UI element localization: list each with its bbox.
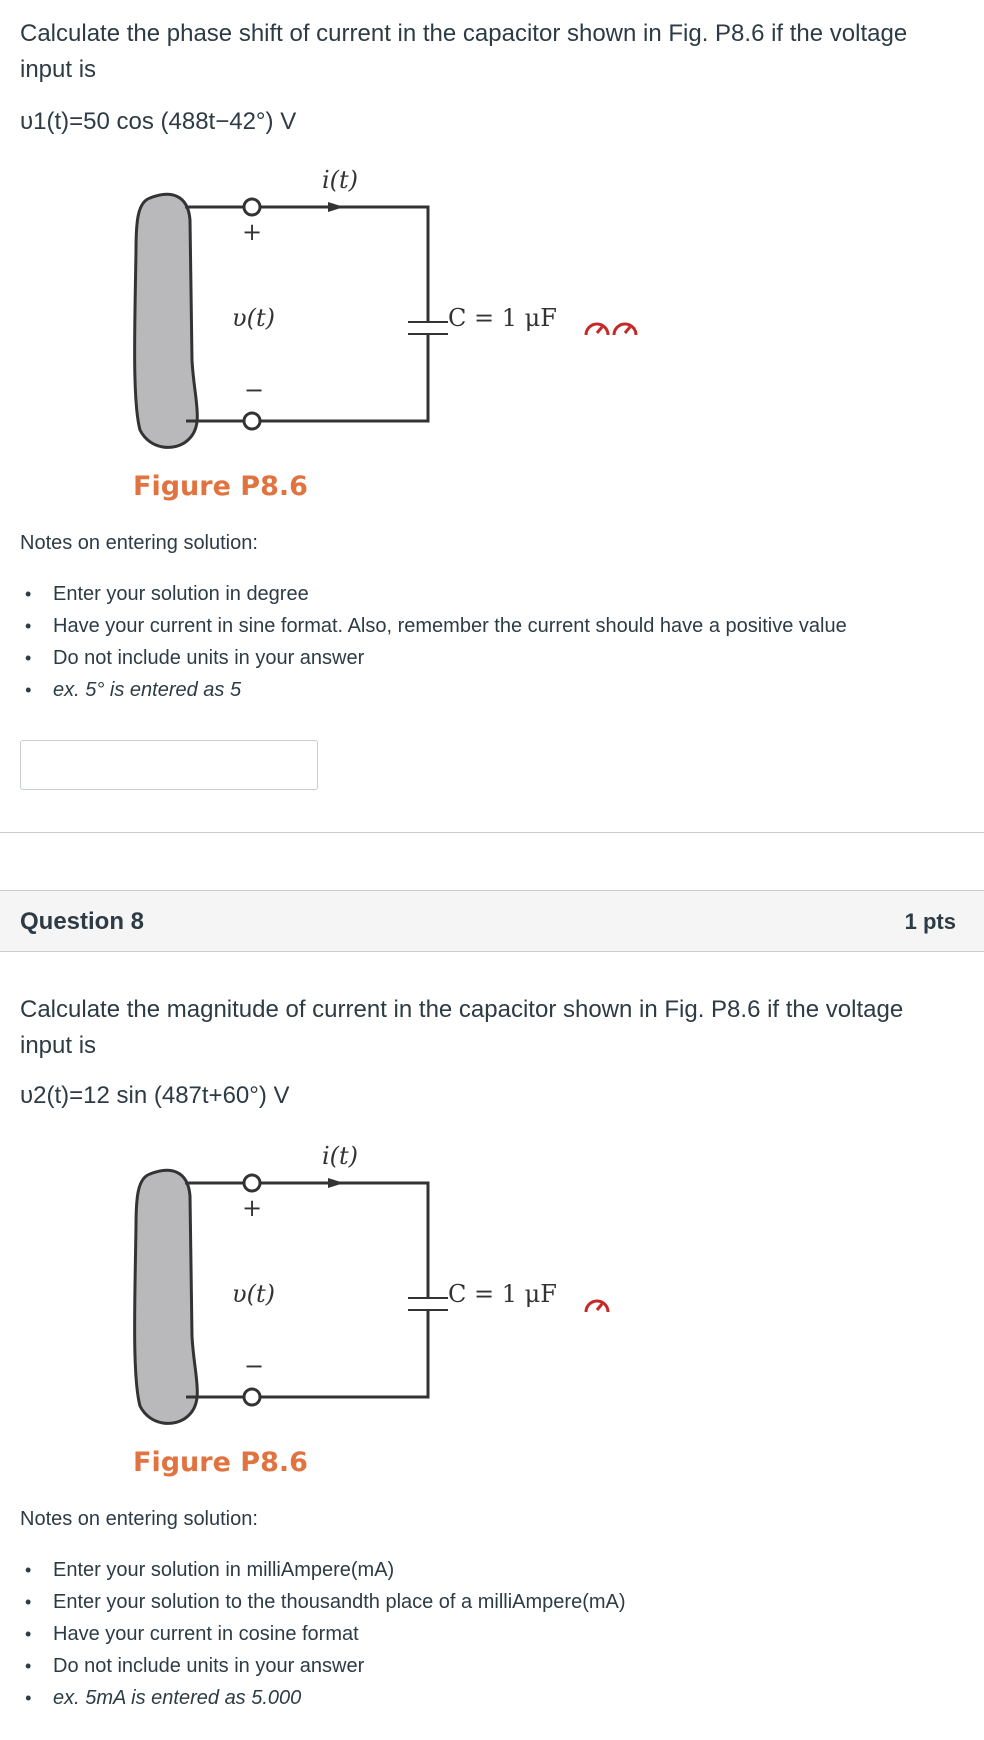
q7-formula: υ1(t)=50 cos (488t−42°) V: [20, 108, 297, 135]
terminal-bottom: [244, 1389, 260, 1405]
current-label: i(t): [322, 166, 359, 194]
answer-input[interactable]: [20, 740, 318, 790]
question-header: [0, 890, 984, 952]
q7-notes-title: Notes on entering solution:: [20, 532, 258, 554]
circuit-wire-bottom: [260, 1310, 428, 1397]
list-item: • Do not include units in your answer: [20, 642, 984, 674]
figure-caption: Figure P8.6: [133, 471, 308, 502]
minus-label: −: [244, 376, 265, 404]
voltage-source-shape: [135, 1170, 198, 1423]
rating-icon[interactable]: [582, 318, 642, 340]
voltage-label: υ(t): [232, 304, 275, 332]
question-points: 1 pts: [904, 909, 956, 934]
list-item: • ex. 5° is entered as 5: [20, 674, 984, 706]
terminal-bottom: [244, 413, 260, 429]
current-label: i(t): [322, 1142, 359, 1170]
list-item: • Have your current in cosine format: [20, 1618, 984, 1650]
terminal-top: [244, 1175, 260, 1191]
q7-prompt: Calculate the phase shift of current in the capacitor shown in Fig. P8.6 if the voltage input is: [20, 20, 908, 83]
current-arrow-icon: [328, 202, 344, 212]
q7-circuit-figure: [0, 160, 700, 520]
rating-icon[interactable]: [582, 1295, 612, 1317]
q8-formula: υ2(t)=12 sin (487t+60°) V: [20, 1082, 290, 1109]
capacitor-label: C = 1 μF: [448, 1280, 557, 1308]
plus-label: +: [242, 1194, 263, 1222]
list-item: • Enter your solution to the thousandth place of a milliAmpere(mA): [20, 1586, 984, 1618]
q7-notes-list: [20, 578, 984, 706]
question-title: Question 8: [20, 908, 145, 935]
terminal-top: [244, 199, 260, 215]
q8-prompt: Calculate the magnitude of current in the capacitor shown in Fig. P8.6 if the voltage input is: [20, 996, 904, 1059]
circuit-wire: [260, 1183, 428, 1298]
q8-notes-list: [20, 1554, 984, 1714]
list-item: • ex. 5mA is entered as 5.000: [20, 1682, 984, 1714]
list-item: • Enter your solution in milliAmpere(mA): [20, 1554, 984, 1586]
circuit-wire: [260, 207, 428, 322]
list-item: • Do not include units in your answer: [20, 1650, 984, 1682]
current-arrow-icon: [328, 1178, 344, 1188]
plus-label: +: [242, 218, 263, 246]
divider: [0, 832, 984, 833]
minus-label: −: [244, 1352, 265, 1380]
list-item: • Enter your solution in degree: [20, 578, 984, 610]
voltage-label: υ(t): [232, 1280, 275, 1308]
q8-notes-title: Notes on entering solution:: [20, 1508, 258, 1530]
figure-caption: Figure P8.6: [133, 1447, 308, 1478]
list-item: • Have your current in sine format. Also, remember the current should have a positive value: [20, 610, 984, 642]
circuit-wire-bottom: [260, 334, 428, 421]
capacitor-label: C = 1 μF: [448, 304, 557, 332]
voltage-source-shape: [135, 194, 198, 447]
